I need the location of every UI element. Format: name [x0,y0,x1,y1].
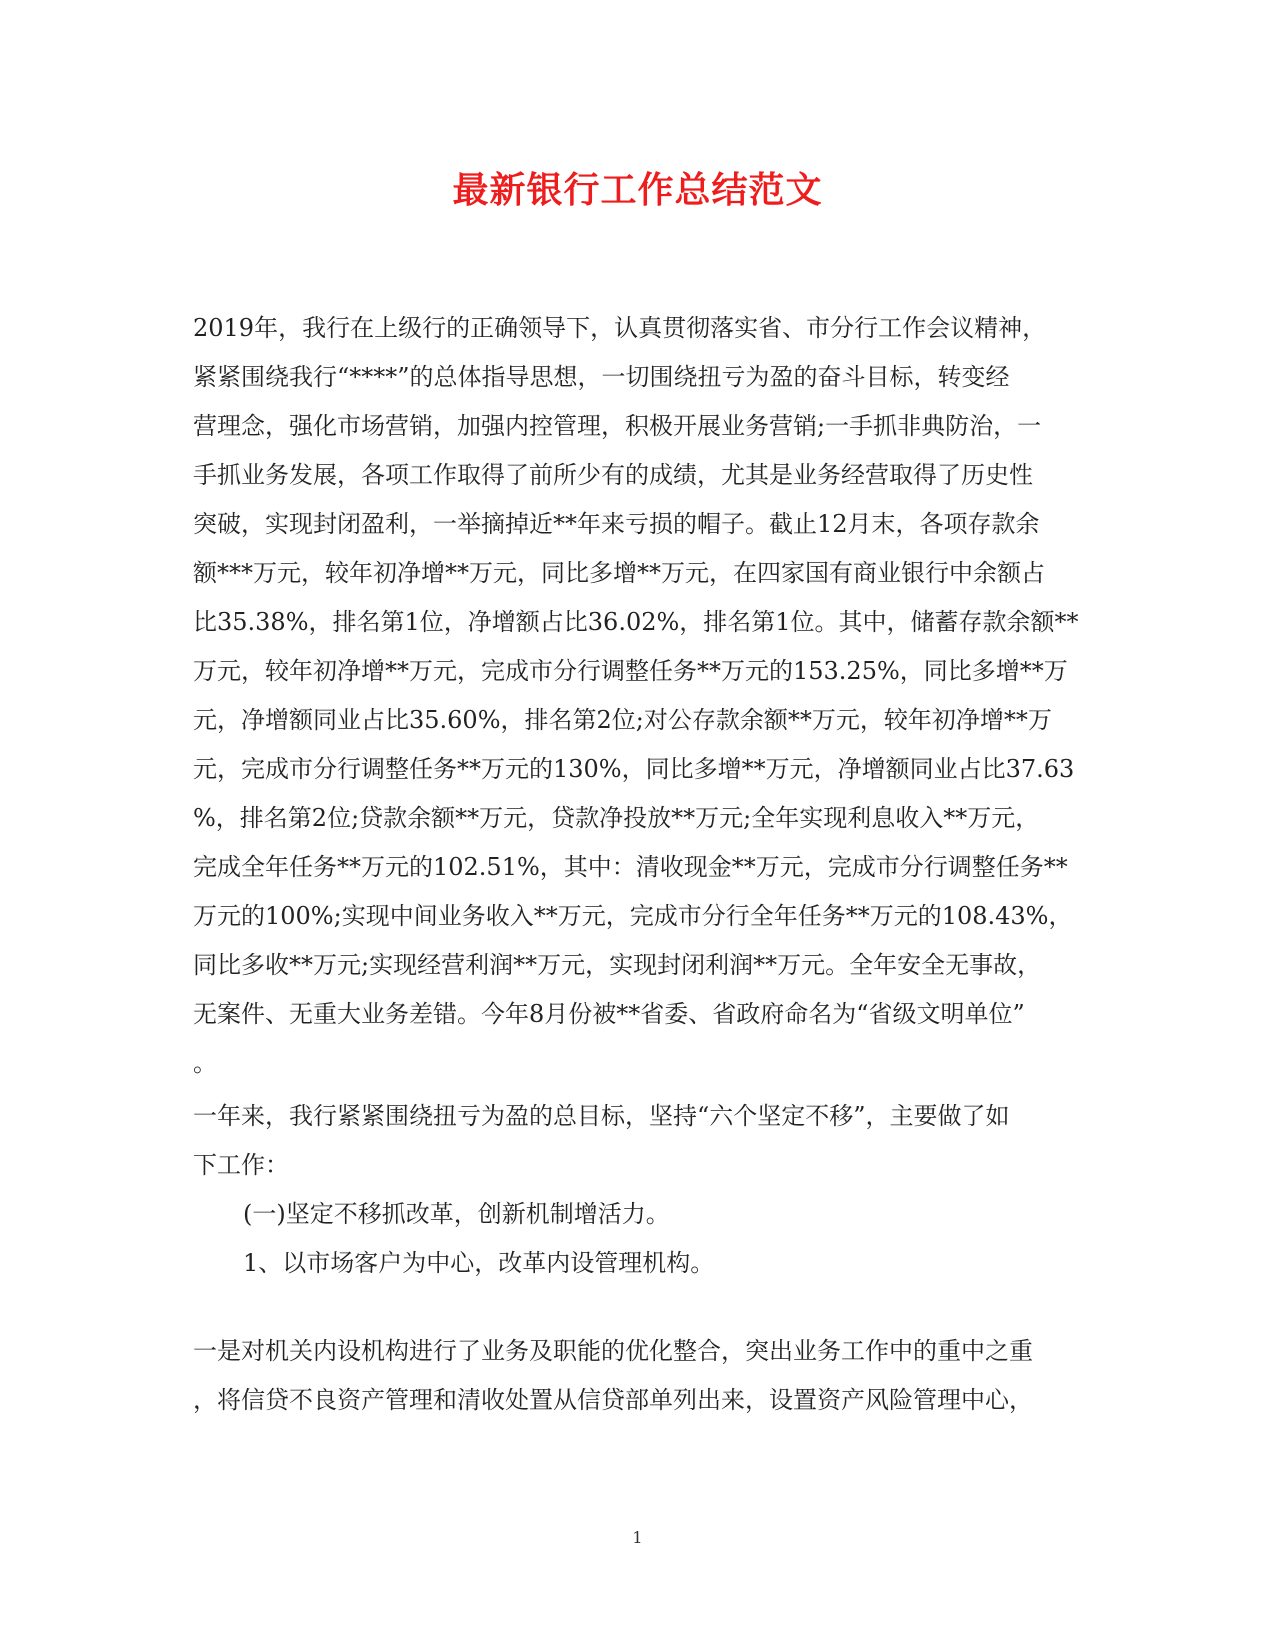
paragraph-overview [193,1092,1083,1288]
paragraph-line: 一是对机关内设机构进行了业务及职能的优化整合，突出业务工作中的重中之重 [193,1337,1033,1365]
paragraph-summary [193,304,1083,1088]
paragraph-line: 元，完成市分行调整任务**万元的130%，同比多增**万元，净增额同业占比37.63 [193,755,1075,783]
paragraph-line: 万元，较年初净增**万元，完成市分行调整任务**万元的153.25%，同比多增**万 [193,657,1068,685]
subsection-heading: 1、以市场客户为中心，改革内设管理机构。 [243,1249,715,1277]
paragraph-line: 。 [193,1049,217,1077]
document-title: 最新银行工作总结范文 [452,169,823,211]
section-heading: (一)坚定不移抓改革，创新机制增活力。 [243,1200,670,1228]
paragraph-line: 比35.38%，排名第1位，净增额占比36.02%，排名第1位。其中，储蓄存款余额** [193,608,1079,636]
paragraph-line: 完成全年任务**万元的102.51%，其中：清收现金**万元，完成市分行调整任务** [193,853,1068,881]
paragraph-line: 2019年，我行在上级行的正确领导下，认真贯彻落实省、市分行工作会议精神， [193,314,1047,342]
paragraph-line: 万元的100%;实现中间业务收入**万元，完成市分行全年任务**万元的108.43%， [193,902,1073,930]
paragraph-line: 一年来，我行紧紧围绕扭亏为盈的总目标，坚持“六个坚定不移”，主要做了如 [193,1102,1010,1130]
page-number: 1 [632,1528,643,1547]
paragraph-line: 同比多收**万元;实现经营利润**万元，实现封闭利润**万元。全年安全无事故， [193,951,1042,979]
paragraph-line: 元，净增额同业占比35.60%，排名第2位;对公存款余额**万元，较年初净增**万 [193,706,1052,734]
paragraph-line: ，将信贷不良资产管理和清收处置从信贷部单列出来，设置资产风险管理中心， [193,1386,1033,1414]
paragraph-line: %，排名第2位;贷款余额**万元，贷款净投放**万元;全年实现利息收入**万元， [193,804,1040,832]
paragraph-line: 突破，实现封闭盈利，一举摘掉近**年来亏损的帽子。截止12月末，各项存款余 [193,510,1040,538]
paragraph-line: 手抓业务发展，各项工作取得了前所少有的成绩，尤其是业务经营取得了历史性 [193,461,1033,489]
paragraph-line: 紧紧围绕我行“****”的总体指导思想，一切围绕扭亏为盈的奋斗目标，转变经 [193,363,1010,391]
paragraph-line: 下工作： [193,1151,289,1179]
paragraph-line: 额***万元，较年初净增**万元，同比多增**万元，在四家国有商业银行中余额占 [193,559,1045,587]
paragraph-line: 无案件、无重大业务差错。今年8月份被**省委、省政府命名为“省级文明单位” [193,1000,1025,1028]
paragraph-detail [193,1327,1083,1425]
paragraph-line: 营理念，强化市场营销，加强内控管理，积极开展业务营销;一手抓非典防治，一 [193,412,1042,440]
